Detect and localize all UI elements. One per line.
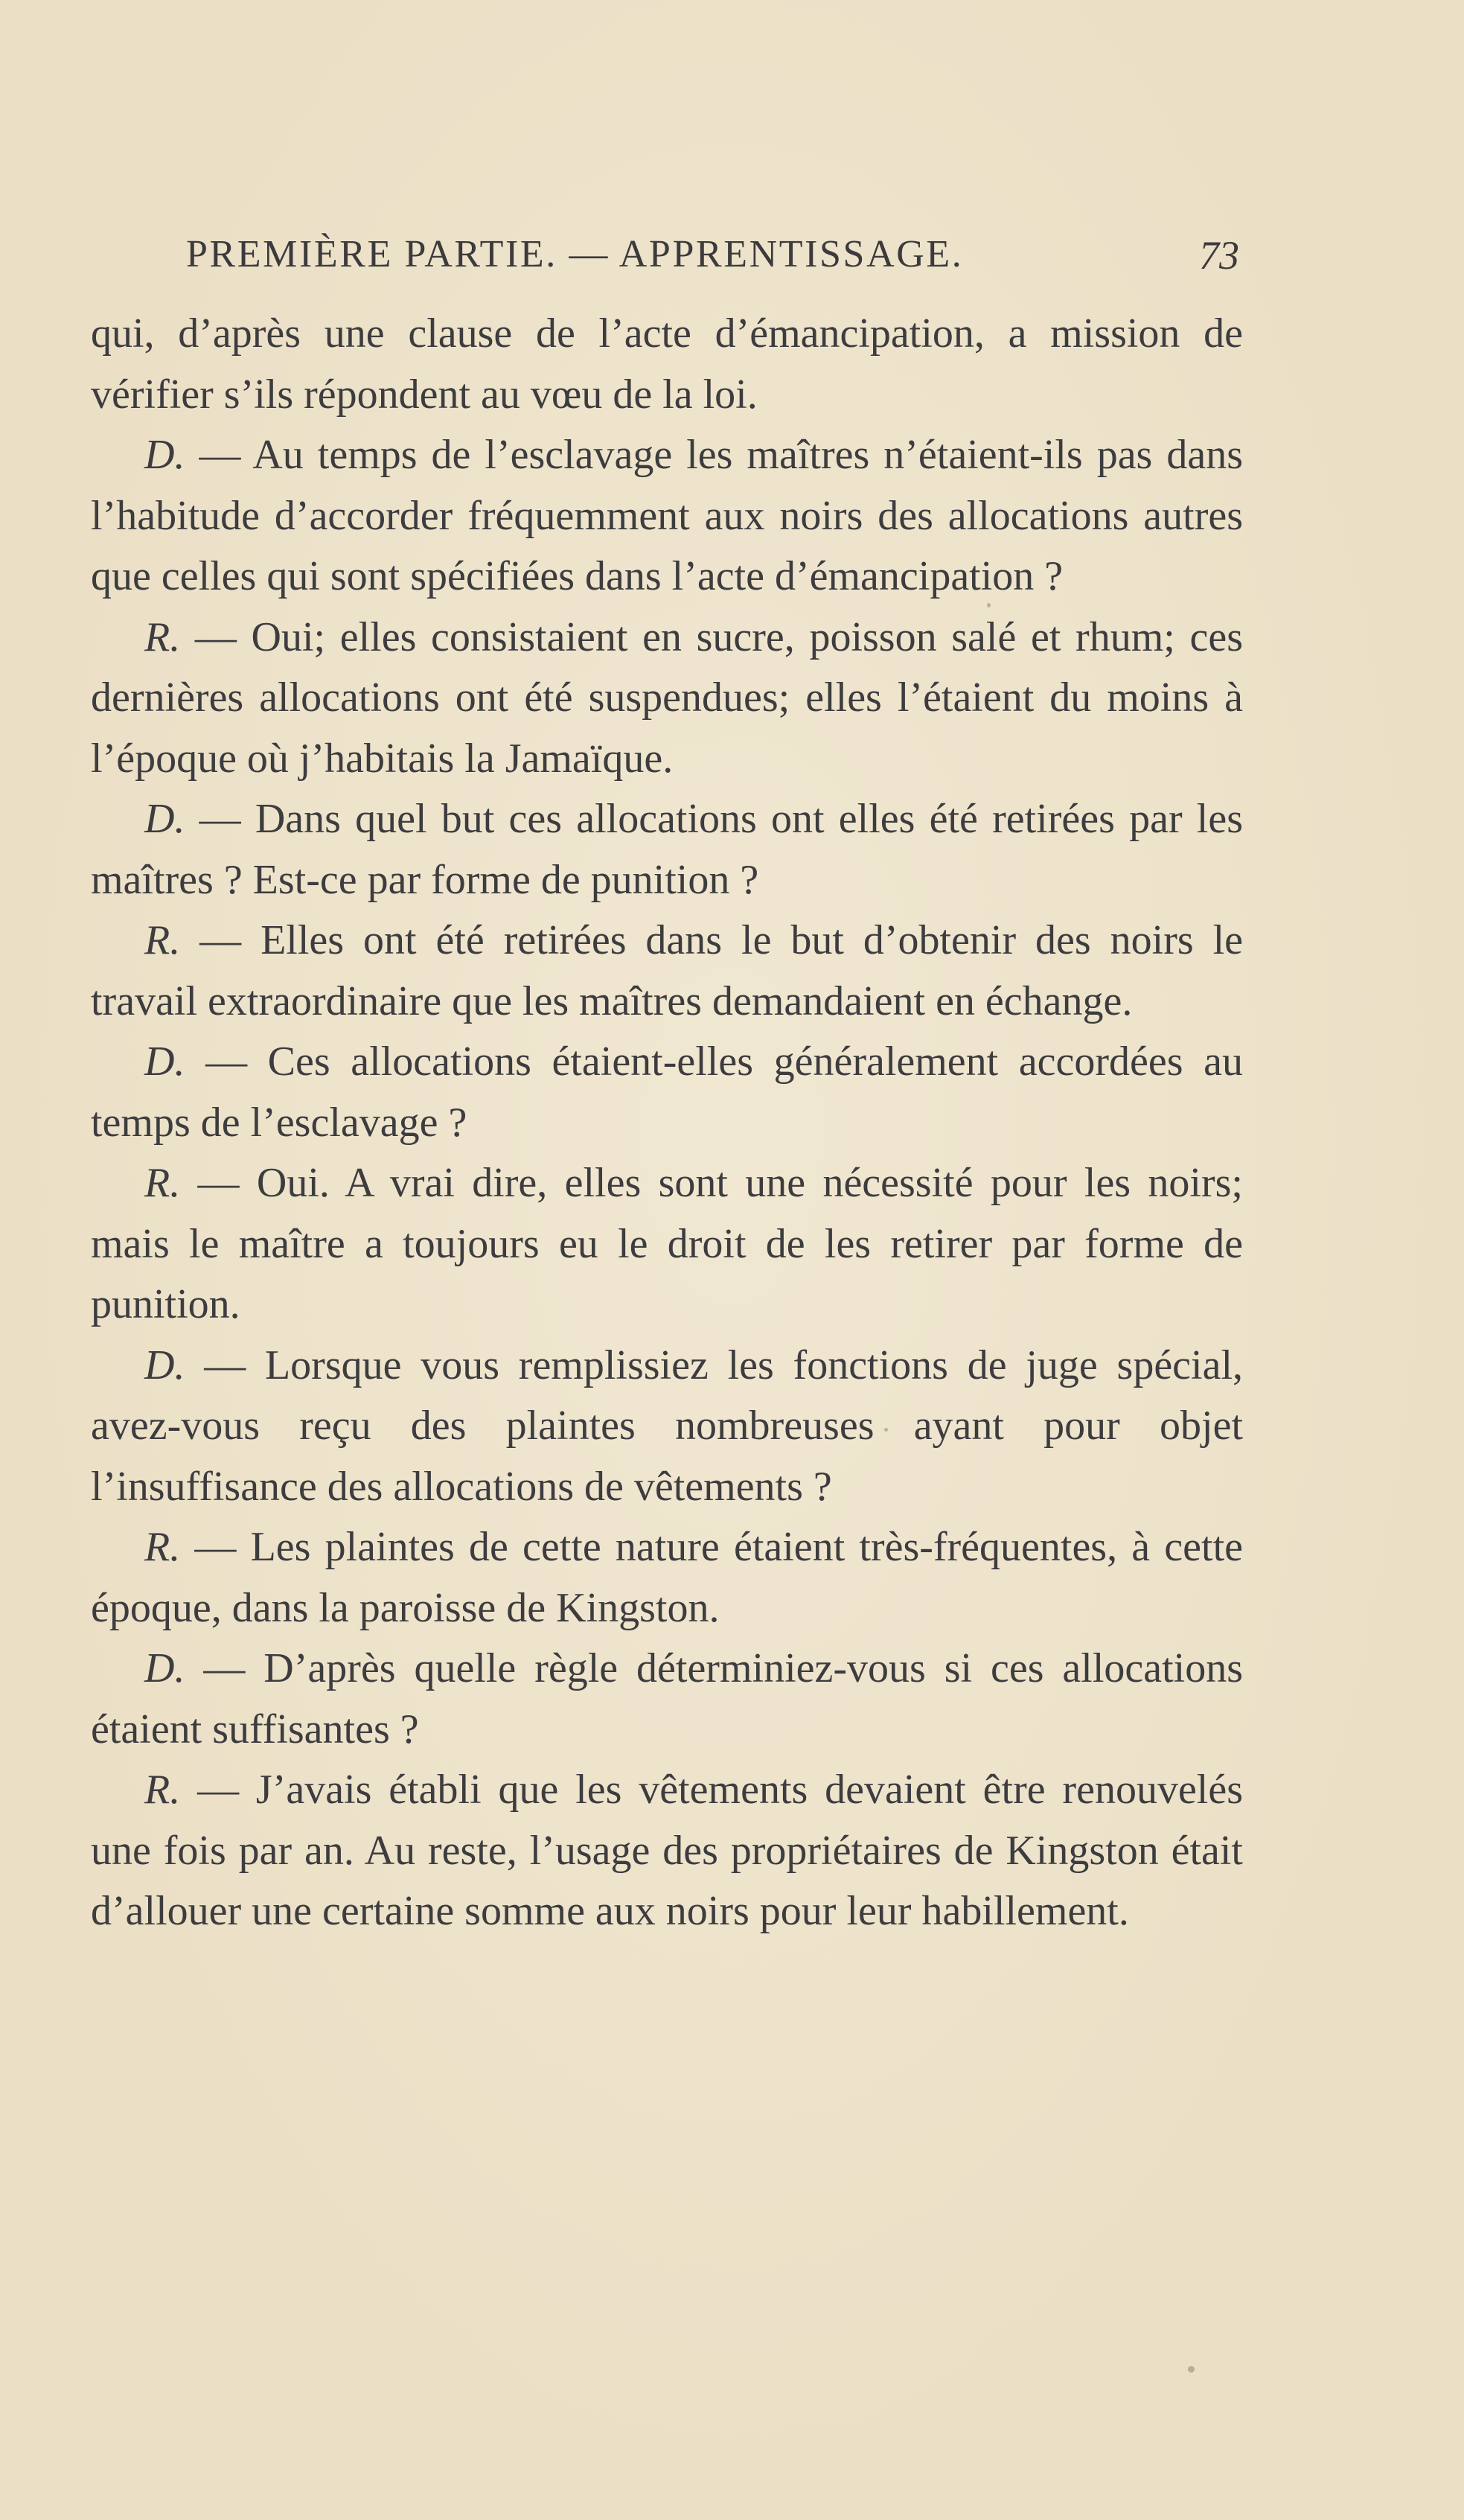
speaker-label: R.	[144, 613, 181, 660]
paragraph-text: — J’avais établi que les vêtements devaient être renouvelés une fois par an. Au reste, l’usage des propriétaires de Kingston était d’allouer une certaine somme aux noirs pour leur habillement.	[91, 1767, 1243, 1934]
paragraph-text: — Les plaintes de cette nature étaient très-fréquentes, à cette époque, dans la paroisse de Kingston.	[91, 1524, 1243, 1631]
speaker-label: D.	[144, 796, 185, 842]
speaker-label: R.	[144, 1160, 181, 1206]
question-paragraph	[91, 1032, 1243, 1153]
question-paragraph	[91, 789, 1243, 910]
paragraph-text: — Dans quel but ces allocations ont elles été retirées par les maîtres ? Est-ce par forme de punition ?	[91, 796, 1243, 903]
paragraph-text: — Elles ont été retirées dans le but d’obtenir des noirs le travail extraordinaire que les maîtres demandaient en échange.	[91, 917, 1243, 1024]
speaker-label: D.	[144, 1342, 185, 1388]
speaker-label: D.	[144, 1645, 185, 1691]
body-text	[91, 304, 1243, 1942]
paragraph-text: — Lorsque vous remplissiez les fonctions de juge spécial, avez-vous reçu des plaintes nombreuses ayant pour objet l’insuffisance des allocations de vêtements ?	[91, 1342, 1243, 1510]
paragraph-text: — Oui. A vrai dire, elles sont une nécessité pour les noirs; mais le maître a toujours eu le droit de les retirer par forme de punition.	[91, 1160, 1243, 1327]
paper-speck	[987, 603, 991, 607]
speaker-label: D.	[144, 1039, 185, 1085]
answer-paragraph	[91, 1517, 1243, 1639]
running-head	[186, 232, 1239, 292]
answer-paragraph	[91, 607, 1243, 790]
paragraph-text: — Oui; elles consistaient en sucre, poisson salé et rhum; ces dernières allocations ont été suspendues; elles l’étaient du moins à l’époque où j’habitais la Jamaïque.	[91, 613, 1243, 782]
paragraph-text: — Ces allocations étaient-elles généralement accordées au temps de l’esclavage ?	[91, 1039, 1243, 1146]
speaker-label: D.	[144, 432, 185, 478]
speaker-label: R.	[144, 1767, 181, 1813]
paper-speck	[884, 1428, 888, 1432]
page-number: 73	[1199, 233, 1239, 278]
answer-paragraph	[91, 910, 1243, 1032]
answer-paragraph	[91, 1760, 1243, 1942]
paragraph-text: — D’après quelle règle déterminiez-vous si ces allocations étaient suffisantes ?	[91, 1645, 1243, 1752]
question-paragraph	[91, 1639, 1243, 1760]
question-paragraph	[91, 1336, 1243, 1518]
running-head-title: PREMIÈRE PARTIE. — APPRENTISSAGE.	[186, 233, 964, 275]
speaker-label: R.	[144, 917, 181, 963]
paragraph-text: qui, d’après une clause de l’acte d’émancipation, a mission de vérifier s’ils répondent au vœu de la loi.	[91, 310, 1243, 418]
paragraph-text: — Au temps de l’esclavage les maîtres n’étaient-ils pas dans l’habitude d’accorder fréquemment aux noirs des allocations autres que celles qui sont spécifiées dans l’acte d’émancipation ?	[91, 432, 1243, 599]
answer-paragraph	[91, 1153, 1243, 1336]
speaker-label: R.	[144, 1524, 181, 1570]
question-paragraph	[91, 425, 1243, 607]
paper-speck	[1188, 2366, 1195, 2373]
paragraph-continuation	[91, 304, 1243, 425]
